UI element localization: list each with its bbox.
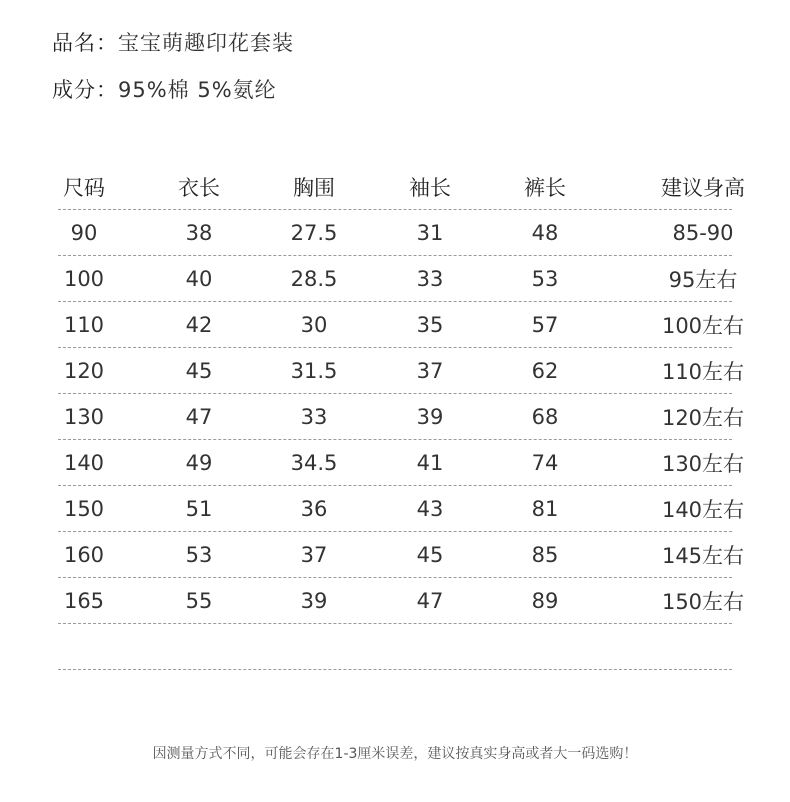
table-cell: 145左右: [661, 543, 745, 568]
table-cell: 150左右: [661, 589, 745, 614]
table-cell: 28.5: [290, 266, 338, 291]
table-cell: 62: [531, 358, 559, 383]
table-cell: 39: [300, 588, 328, 613]
product-material-line: [52, 74, 277, 104]
table-cell: 34.5: [290, 450, 338, 475]
table-cell: 130左右: [661, 451, 745, 476]
table-row: [58, 578, 745, 624]
table-cell: 120: [63, 358, 105, 383]
size-table-header: [58, 165, 745, 210]
column-header: 建议身高: [661, 176, 745, 200]
table-row: [58, 532, 745, 578]
table-cell: 33: [300, 404, 328, 429]
table-cell: 110: [63, 312, 105, 337]
table-cell: 53: [185, 542, 213, 567]
table-cell: 48: [531, 220, 559, 245]
table-cell: 81: [531, 496, 559, 521]
table-cell: 38: [185, 220, 213, 245]
table-cell: 35: [416, 312, 444, 337]
table-cell: 43: [416, 496, 444, 521]
table-cell: 49: [185, 450, 213, 475]
table-cell: 53: [531, 266, 559, 291]
table-cell: 57: [531, 312, 559, 337]
table-cell: 40: [185, 266, 213, 291]
table-cell: 45: [416, 542, 444, 567]
table-cell: 31.5: [290, 358, 338, 383]
table-row: [58, 394, 745, 440]
table-cell: 47: [185, 404, 213, 429]
table-cell: 120左右: [661, 405, 745, 430]
table-cell: 90: [70, 220, 98, 245]
table-cell: 68: [531, 404, 559, 429]
table-cell: 110左右: [661, 359, 745, 384]
table-cell: 85-90: [672, 220, 734, 245]
table-cell: 41: [416, 450, 444, 475]
size-table-body: [58, 210, 745, 624]
table-cell: 30: [300, 312, 328, 337]
table-cell: 165: [63, 588, 105, 613]
column-header: 胸围: [293, 176, 335, 200]
table-cell: 140: [63, 450, 105, 475]
table-row: [58, 486, 745, 532]
column-header: 裤长: [524, 176, 566, 200]
table-cell: 74: [531, 450, 559, 475]
table-cell: 31: [416, 220, 444, 245]
size-table: [58, 165, 745, 670]
table-cell: 51: [185, 496, 213, 521]
product-name-value: 宝宝萌趣印花套装: [118, 31, 294, 55]
table-row: [58, 256, 738, 302]
table-row: [58, 210, 732, 256]
table-cell: 55: [185, 588, 213, 613]
measurement-disclaimer: 因测量方式不同，可能会存在1-3厘米误差，建议按真实身高或者大一码选购！: [152, 746, 638, 762]
table-cell: 47: [416, 588, 444, 613]
table-cell: 39: [416, 404, 444, 429]
table-cell: 150: [63, 496, 105, 521]
table-row: [58, 348, 745, 394]
table-cell: 42: [185, 312, 213, 337]
table-cell: 33: [416, 266, 444, 291]
table-cell: 45: [185, 358, 213, 383]
table-row: [58, 440, 745, 486]
product-name-line: [52, 27, 294, 57]
table-cell: 85: [531, 542, 559, 567]
table-cell: 37: [300, 542, 328, 567]
size-table-empty-row: [58, 624, 732, 670]
table-cell: 140左右: [661, 497, 745, 522]
table-cell: 100左右: [661, 313, 745, 338]
product-material-value: 95%棉 5%氨纶: [118, 78, 277, 102]
product-material-label: 成分：: [52, 78, 118, 102]
table-cell: 27.5: [290, 220, 338, 245]
column-header: 袖长: [409, 176, 451, 200]
table-cell: 36: [300, 496, 328, 521]
product-name-label: 品名：: [52, 31, 118, 55]
table-cell: 95左右: [668, 267, 738, 292]
table-cell: 160: [63, 542, 105, 567]
table-cell: 130: [63, 404, 105, 429]
table-cell: 100: [63, 266, 105, 291]
table-row: [58, 302, 745, 348]
column-header: 衣长: [178, 176, 220, 200]
table-cell: 89: [531, 588, 559, 613]
column-header: 尺码: [63, 176, 105, 200]
table-cell: 37: [416, 358, 444, 383]
